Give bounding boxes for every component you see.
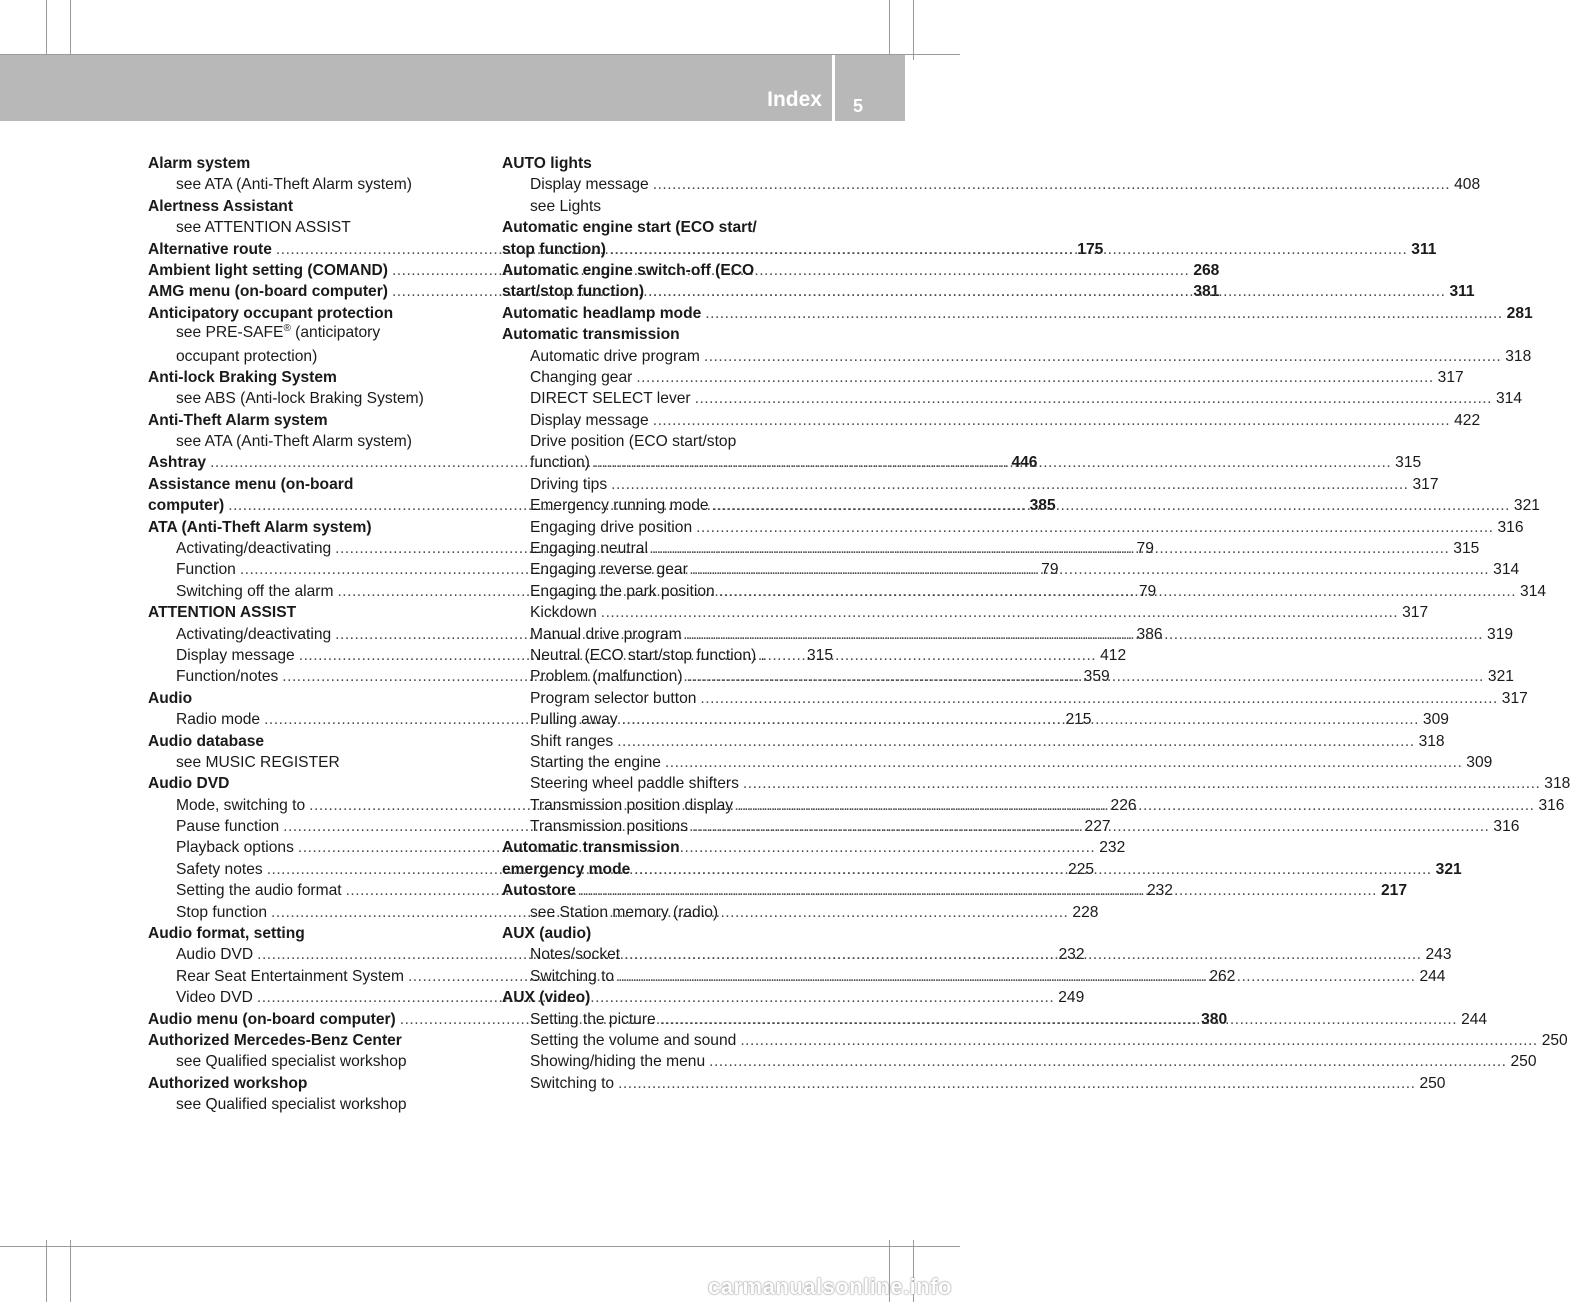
page-reference[interactable]: 215: [1065, 711, 1092, 729]
page-reference[interactable]: 316: [1538, 796, 1565, 814]
page-reference[interactable]: 232: [1058, 946, 1085, 964]
page-reference[interactable]: 385: [1029, 497, 1056, 515]
index-entry-text: Automatic transmission: [502, 839, 680, 857]
index-subentry: [148, 1094, 479, 1115]
crop-mark: [913, 0, 914, 60]
dot-leader: [695, 388, 1492, 409]
index-heading: [502, 217, 833, 238]
dot-leader: [665, 752, 1462, 773]
index-subentry: [502, 731, 1445, 752]
index-entry-text: Video DVD: [176, 989, 253, 1007]
index-entry-text: Engaging the park position: [530, 582, 715, 600]
index-heading: [148, 773, 479, 794]
index-entry-text: see Qualified specialist workshop: [176, 1053, 407, 1071]
index-entry-text: AUTO lights: [502, 154, 592, 172]
index-entry-text: Stop function: [176, 903, 268, 921]
page-reference[interactable]: 321: [1513, 497, 1540, 515]
dot-leader: [696, 517, 1493, 538]
index-subentry: [148, 752, 479, 773]
page-reference[interactable]: 316: [1497, 518, 1524, 536]
index-heading: [148, 196, 479, 217]
index-entry-text: Display message: [176, 646, 295, 664]
page-reference[interactable]: 309: [1422, 711, 1449, 729]
page-reference[interactable]: 314: [1520, 582, 1547, 600]
dot-leader: [611, 474, 1408, 495]
dot-leader: [709, 1051, 1506, 1072]
index-entry-text: see MUSIC REGISTER: [176, 753, 340, 771]
index-entry-text: see Station memory (radio): [530, 903, 719, 921]
index-entry-text: Drive position (ECO start/stop: [530, 433, 737, 451]
index-entry-text: Starting the engine: [530, 753, 661, 771]
page-reference[interactable]: 79: [1041, 561, 1059, 579]
page-reference[interactable]: 262: [1209, 967, 1236, 985]
dot-leader: [705, 303, 1502, 324]
dot-leader: [580, 880, 1377, 901]
page-reference[interactable]: 317: [1501, 689, 1528, 707]
page-reference[interactable]: 244: [1461, 1010, 1488, 1028]
index-entry-text: Playback options: [176, 839, 294, 857]
index-heading: [148, 1073, 479, 1094]
index-entry-text: Kickdown: [530, 604, 597, 622]
dot-leader: [687, 666, 1484, 687]
index-entry-text: Driving tips: [530, 475, 608, 493]
index-subentry: [502, 1051, 1537, 1072]
index-entry-text: Ambient light setting (COMAND): [148, 261, 388, 279]
page-reference[interactable]: 250: [1419, 1074, 1446, 1092]
index-heading: [148, 731, 479, 752]
index-entry-text: Ashtray: [148, 454, 207, 472]
crop-mark: [46, 1240, 47, 1302]
index-subentry: [502, 773, 1570, 794]
index-entry-text: see PRE-SAFE® (anticipatory: [176, 323, 381, 342]
index-entry-text: Anti-Theft Alarm system: [148, 411, 328, 429]
registered-mark: ®: [283, 323, 291, 335]
page-reference[interactable]: 244: [1419, 967, 1446, 985]
page-reference[interactable]: 232: [1146, 882, 1173, 900]
crop-mark: [70, 0, 71, 60]
index-entry-text: Audio: [148, 689, 193, 707]
index-entry-text: Activating/deactivating: [176, 540, 332, 558]
dot-leader: [636, 367, 1433, 388]
index-entry-text: Radio mode: [176, 711, 261, 729]
page-reference[interactable]: 79: [1136, 540, 1154, 558]
index-entry-text: Steering wheel paddle shifters: [530, 775, 739, 793]
index-heading: [148, 688, 479, 709]
dot-leader: [719, 581, 1516, 602]
dot-leader: [692, 816, 1489, 837]
index-subentry: [148, 217, 479, 238]
index-entry-text: computer): [148, 497, 225, 515]
index-entry-text: Automatic engine switch-off (ECO: [502, 261, 755, 279]
index-entry-text: Autostore: [502, 882, 576, 900]
page-reference[interactable]: 446: [1011, 454, 1038, 472]
index-entry-text: AUX (audio): [502, 925, 592, 943]
index-entry-text: Display message: [530, 411, 649, 429]
dot-leader: [624, 944, 1421, 965]
index-entry-text: Setting the picture: [530, 1010, 656, 1028]
index-entry-text: Problem (malfunction): [530, 668, 683, 686]
page-reference[interactable]: 422: [1454, 411, 1481, 429]
page-reference[interactable]: 227: [1084, 818, 1111, 836]
index-subentry: [148, 431, 479, 452]
index-subentry: [502, 1073, 1446, 1094]
page-reference[interactable]: 79: [1138, 582, 1157, 600]
page-reference[interactable]: 250: [1510, 1053, 1537, 1071]
page-reference[interactable]: 316: [1493, 818, 1520, 836]
index-entry-text: stop function): [502, 240, 606, 258]
page-reference[interactable]: 243: [1425, 946, 1452, 964]
page-reference[interactable]: 318: [1544, 775, 1570, 793]
index-entry-text: Mode, switching to: [176, 796, 306, 814]
index-subentry: [502, 346, 1532, 367]
dot-leader: [648, 281, 1445, 302]
crop-mark: [46, 0, 47, 60]
index-entry-text: Engaging reverse gear: [530, 561, 688, 579]
index-entry-text: Program selector button: [530, 689, 697, 707]
index-entry-text: Activating/deactivating: [176, 625, 332, 643]
index-entry-text: Audio format, setting: [148, 925, 305, 943]
page-reference[interactable]: 321: [1487, 668, 1514, 686]
page-reference[interactable]: 412: [1100, 646, 1127, 664]
dot-leader: [740, 1030, 1537, 1051]
page-reference[interactable]: 175: [1077, 240, 1104, 258]
index-entry-text: Switching to: [530, 967, 615, 985]
index-entry-text: Pulling away: [530, 711, 618, 729]
page-reference[interactable]: 281: [1506, 304, 1533, 322]
watermark: carmanualsonline.info: [708, 1274, 952, 1299]
index-entry-text: Audio database: [148, 732, 265, 750]
index-entry-text: Transmission position display: [530, 796, 734, 814]
page-reference[interactable]: 311: [1449, 283, 1475, 301]
page-reference[interactable]: 226: [1110, 796, 1137, 814]
index-entry-text: function): [530, 454, 590, 472]
page-reference[interactable]: 232: [1099, 839, 1126, 857]
index-entry-text: Audio DVD: [148, 775, 230, 793]
dot-leader: [704, 346, 1501, 367]
page-reference[interactable]: 318: [1505, 347, 1532, 365]
index-entry-text: occupant protection): [176, 347, 318, 365]
page-reference[interactable]: 268: [1193, 261, 1220, 279]
page-reference[interactable]: 250: [1541, 1032, 1568, 1049]
index-entry-text: Automatic drive program: [530, 347, 700, 365]
index-entry-text: Notes/socket: [530, 946, 621, 964]
dot-leader: [610, 239, 1407, 260]
index-heading: [148, 923, 479, 944]
index-heading: [502, 153, 833, 174]
index-entry-text: AMG menu (on-board computer): [148, 283, 388, 301]
index-entry-text: Emergency running mode: [530, 497, 709, 515]
dot-leader: [594, 452, 1391, 473]
page-reference[interactable]: 318: [1418, 732, 1445, 750]
index-entry-text: Automatic engine start (ECO start/: [502, 219, 757, 237]
index-entry-text: see ATA (Anti-Theft Alarm system): [176, 176, 412, 194]
index-entry-text: Safety notes: [176, 860, 263, 878]
dot-leader: [653, 174, 1450, 195]
index-heading: [148, 410, 479, 431]
crop-mark: [70, 1240, 71, 1302]
page-reference[interactable]: 315: [806, 646, 833, 664]
index-entry-text: Switching to: [530, 1074, 615, 1092]
index-subentry: [502, 367, 1464, 388]
index-heading: [502, 838, 833, 859]
index-subentry: [502, 688, 1528, 709]
dot-leader: [692, 559, 1489, 580]
index-heading: [502, 987, 833, 1008]
index-subentry: [502, 174, 1481, 195]
index-entry-text: see ATA (Anti-Theft Alarm system): [176, 433, 412, 451]
index-entry-text: Automatic headlamp mode: [502, 304, 702, 322]
dot-leader: [601, 602, 1398, 623]
page-reference[interactable]: 386: [1136, 625, 1163, 643]
page-reference[interactable]: 359: [1083, 668, 1110, 686]
index-subentry: [148, 324, 479, 345]
index-entry-text: Showing/hiding the menu: [530, 1053, 706, 1071]
index-entry-text: start/stop function): [502, 283, 645, 301]
page-reference[interactable]: 317: [1412, 475, 1439, 493]
index-subentry: [502, 645, 833, 666]
index-subentry: [148, 1051, 479, 1072]
index-entry-text: see ATTENTION ASSIST: [176, 219, 351, 237]
index-entry-text: Authorized Mercedes-Benz Center: [148, 1032, 402, 1049]
index-entry-text: Alarm system: [148, 154, 251, 172]
index-heading: [502, 923, 833, 944]
page-reference[interactable]: 228: [1072, 903, 1099, 921]
index-entry-text: Anti-lock Braking System: [148, 368, 337, 386]
index-entry-text: Manual drive program: [530, 625, 682, 643]
index-entry-text: DIRECT SELECT lever: [530, 390, 691, 408]
dot-leader: [618, 1073, 1415, 1094]
index-entry-text: Transmission positions: [530, 818, 689, 836]
page-reference[interactable]: 321: [1435, 860, 1462, 878]
index-subentry: [502, 752, 1493, 773]
index-entry-text: see Qualified specialist workshop: [176, 1096, 407, 1114]
index-subentry: [148, 346, 479, 367]
page-reference[interactable]: 309: [1466, 753, 1493, 771]
index-entry-text: Engaging drive position: [530, 518, 693, 536]
page-number: 5: [853, 96, 864, 116]
index-entry-text: Rear Seat Entertainment System: [176, 967, 404, 985]
index-subentry: [502, 410, 1481, 431]
index-entry-text: Authorized workshop: [148, 1074, 308, 1092]
index-entry-text: Audio menu (on-board computer): [148, 1010, 396, 1028]
index-subentry: [502, 388, 1522, 409]
index-entry-text: Assistance menu (on-board: [148, 475, 354, 493]
index-heading: [502, 303, 1533, 324]
dot-leader: [737, 795, 1534, 816]
page-reference[interactable]: 314: [1495, 390, 1522, 408]
header-divider: [832, 55, 835, 121]
index-heading: [148, 602, 479, 623]
page-reference[interactable]: 217: [1381, 882, 1408, 900]
page-reference[interactable]: 319: [1487, 625, 1514, 643]
page-reference[interactable]: 317: [1437, 368, 1464, 386]
index-entry-text: Automatic transmission: [502, 326, 680, 344]
index-entry-text: Anticipatory occupant protection: [148, 304, 394, 322]
crop-mark: [889, 0, 890, 60]
dot-leader: [653, 410, 1450, 431]
index-entry-text: see ABS (Anti-lock Braking System): [176, 390, 424, 408]
index-subentry: [502, 431, 833, 452]
dot-leader: [618, 966, 1415, 987]
index-entry-text: Engaging neutral: [530, 540, 648, 558]
index-entry-text-cont: (anticipatory: [290, 324, 381, 342]
dot-leader: [743, 773, 1540, 794]
index-entry-text: Display message: [530, 176, 649, 194]
index-heading: [148, 367, 479, 388]
index-entry-text: Function/notes: [176, 668, 279, 686]
index-subentry: [502, 196, 833, 217]
index-entry-text: Shift ranges: [530, 732, 614, 750]
index-entry-text: ATA (Anti-Theft Alarm system): [148, 518, 372, 536]
index-heading: [148, 517, 479, 538]
index-entry-text: Alertness Assistant: [148, 197, 294, 215]
page-title: Index: [767, 88, 822, 111]
page-reference[interactable]: 408: [1454, 176, 1481, 194]
index-subentry: [502, 902, 833, 923]
index-entry-text: Function: [176, 561, 236, 579]
index-entry-text: Switching off the alarm: [176, 582, 334, 600]
index-entry-text: Neutral (ECO start/stop function) .: [530, 646, 765, 664]
index-subentry: [502, 474, 1439, 495]
page-reference[interactable]: 381: [1193, 283, 1220, 301]
page-reference[interactable]: 225: [1068, 860, 1095, 878]
index-entry-text: Alternative route: [148, 240, 272, 258]
dot-leader: [700, 688, 1497, 709]
index-entry-text: emergency mode: [502, 860, 631, 878]
index-entry-text: see Lights: [530, 197, 602, 215]
dot-leader: [634, 859, 1431, 880]
index-heading: [148, 303, 479, 324]
index-subentry: [148, 174, 479, 195]
crop-mark: [0, 1246, 960, 1247]
index-subentry: [148, 388, 479, 409]
index-subentry: [502, 1030, 1568, 1051]
index-heading: [502, 260, 833, 281]
index-subentry: [502, 602, 1429, 623]
index-heading: [148, 153, 479, 174]
page-reference[interactable]: 249: [1058, 989, 1085, 1007]
dot-leader: [686, 624, 1483, 645]
page-reference[interactable]: 380: [1201, 1010, 1228, 1028]
dot-leader: [617, 731, 1414, 752]
dot-leader: [622, 709, 1419, 730]
page-reference[interactable]: 311: [1411, 240, 1437, 258]
page-reference[interactable]: 317: [1402, 604, 1429, 622]
page-reference[interactable]: 314: [1493, 561, 1520, 579]
page-reference[interactable]: 315: [1453, 540, 1480, 558]
index-entry-text: Pause function: [176, 818, 280, 836]
dot-leader: [660, 1009, 1457, 1030]
index-heading: [148, 474, 479, 495]
index-heading: [502, 324, 833, 345]
index-entry-text: ATTENTION ASSIST: [148, 604, 297, 622]
index-subentry: [502, 517, 1524, 538]
index-entry-text: Setting the volume and sound: [530, 1032, 737, 1049]
index-entry-text: Audio DVD: [176, 946, 254, 964]
index-entry-text: Changing gear: [530, 368, 633, 386]
index-heading: [148, 1030, 479, 1051]
dot-leader: [652, 538, 1449, 559]
index-entry-text: AUX (video): [502, 989, 591, 1007]
page-reference[interactable]: 315: [1395, 454, 1422, 472]
dot-leader: [713, 495, 1510, 516]
index-entry-text: Setting the audio format: [176, 882, 342, 900]
